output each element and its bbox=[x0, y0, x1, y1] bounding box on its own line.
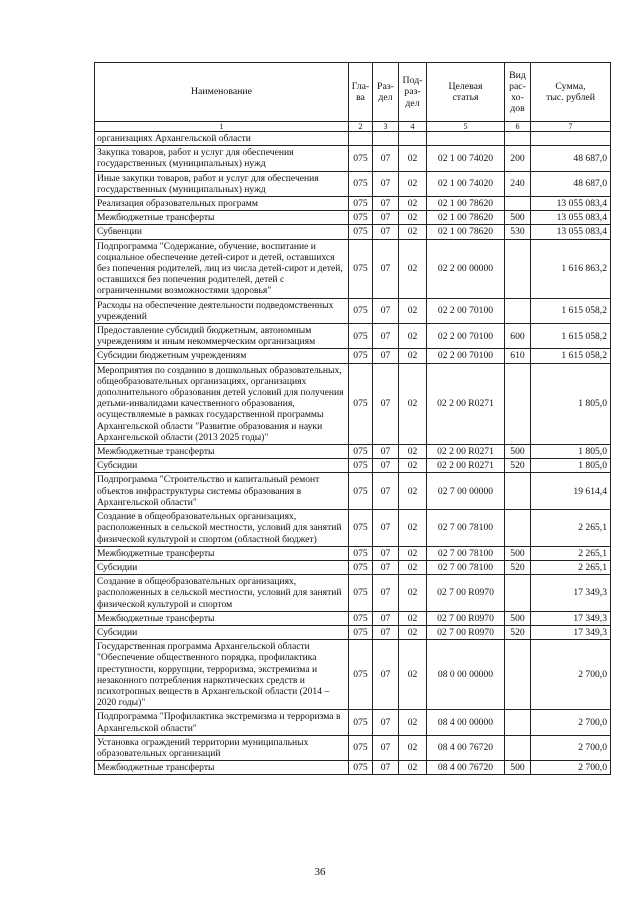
row-target: 02 7 00 R0970 bbox=[427, 611, 505, 625]
header-amount: Сумма, тыс. рублей bbox=[531, 63, 611, 122]
row-subsection: 02 bbox=[399, 735, 427, 760]
row-section: 07 bbox=[373, 459, 399, 473]
row-chapter: 075 bbox=[349, 349, 373, 363]
row-exptype: 500 bbox=[505, 445, 531, 459]
header-subsection: Под- раз- дел bbox=[399, 63, 427, 122]
row-section: 07 bbox=[373, 710, 399, 735]
table-row bbox=[95, 349, 611, 363]
row-amount: 1 805,0 bbox=[531, 445, 611, 459]
row-exptype: 600 bbox=[505, 324, 531, 349]
row-subsection: 02 bbox=[399, 197, 427, 211]
row-amount: 2 700,0 bbox=[531, 640, 611, 710]
row-target: 08 0 00 00000 bbox=[427, 640, 505, 710]
row-chapter: 075 bbox=[349, 211, 373, 225]
row-amount: 17 349,3 bbox=[531, 625, 611, 639]
header-chapter: Гла- ва bbox=[349, 63, 373, 122]
row-target: 08 4 00 76720 bbox=[427, 735, 505, 760]
row-exptype bbox=[505, 710, 531, 735]
row-section: 07 bbox=[373, 510, 399, 547]
row-target: 02 7 00 78100 bbox=[427, 560, 505, 574]
row-target: 02 2 00 R0271 bbox=[427, 445, 505, 459]
row-name: Субсидии bbox=[95, 625, 349, 639]
row-target: 02 1 00 78620 bbox=[427, 225, 505, 239]
row-section: 07 bbox=[373, 211, 399, 225]
row-chapter: 075 bbox=[349, 560, 373, 574]
table-row bbox=[95, 546, 611, 560]
row-chapter: 075 bbox=[349, 611, 373, 625]
row-subsection: 02 bbox=[399, 761, 427, 775]
table-row bbox=[95, 239, 611, 298]
table-row bbox=[95, 735, 611, 760]
row-amount: 1 615 058,2 bbox=[531, 324, 611, 349]
row-subsection: 02 bbox=[399, 710, 427, 735]
row-subsection: 02 bbox=[399, 211, 427, 225]
row-amount: 17 349,3 bbox=[531, 575, 611, 612]
row-section: 07 bbox=[373, 761, 399, 775]
row-section: 07 bbox=[373, 146, 399, 171]
row-subsection: 02 bbox=[399, 625, 427, 639]
row-name: организациях Архангельской области bbox=[95, 132, 349, 146]
table-row bbox=[95, 324, 611, 349]
row-chapter: 075 bbox=[349, 575, 373, 612]
page-number: 36 bbox=[314, 866, 326, 878]
table-header-row bbox=[95, 63, 611, 122]
row-chapter bbox=[349, 132, 373, 146]
row-section: 07 bbox=[373, 735, 399, 760]
row-target: 02 2 00 R0271 bbox=[427, 459, 505, 473]
row-amount: 19 614,4 bbox=[531, 473, 611, 510]
row-exptype: 500 bbox=[505, 546, 531, 560]
row-section: 07 bbox=[373, 298, 399, 323]
row-subsection bbox=[399, 132, 427, 146]
row-amount: 13 055 083,4 bbox=[531, 197, 611, 211]
row-amount: 13 055 083,4 bbox=[531, 225, 611, 239]
row-subsection: 02 bbox=[399, 324, 427, 349]
row-chapter: 075 bbox=[349, 625, 373, 639]
table-row bbox=[95, 445, 611, 459]
row-target: 02 2 00 70100 bbox=[427, 298, 505, 323]
row-amount: 2 700,0 bbox=[531, 761, 611, 775]
row-target: 02 1 00 78620 bbox=[427, 197, 505, 211]
row-amount: 48 687,0 bbox=[531, 146, 611, 171]
row-subsection: 02 bbox=[399, 225, 427, 239]
row-section: 07 bbox=[373, 611, 399, 625]
column-number: 4 bbox=[399, 122, 427, 132]
row-subsection: 02 bbox=[399, 363, 427, 444]
row-section: 07 bbox=[373, 349, 399, 363]
row-section: 07 bbox=[373, 640, 399, 710]
row-chapter: 075 bbox=[349, 363, 373, 444]
row-subsection: 02 bbox=[399, 171, 427, 196]
column-number-row bbox=[95, 122, 611, 132]
header-target: Целевая статья bbox=[427, 63, 505, 122]
row-name: Государственная программа Архангельской области "Обеспечение общественного порядка, профилактика преступности, коррупции, терроризма, экстремизма и незаконного потребления наркотических средств и психотропных веществ в Архангельской области (2014 – 2020 годы)" bbox=[95, 640, 349, 710]
row-name: Межбюджетные трансферты bbox=[95, 445, 349, 459]
row-target: 02 2 00 R0271 bbox=[427, 363, 505, 444]
table-row bbox=[95, 197, 611, 211]
row-chapter: 075 bbox=[349, 640, 373, 710]
row-exptype bbox=[505, 473, 531, 510]
row-chapter: 075 bbox=[349, 225, 373, 239]
row-chapter: 075 bbox=[349, 459, 373, 473]
row-exptype bbox=[505, 298, 531, 323]
row-target: 08 4 00 00000 bbox=[427, 710, 505, 735]
row-section bbox=[373, 132, 399, 146]
table-row bbox=[95, 575, 611, 612]
table-row bbox=[95, 761, 611, 775]
row-exptype bbox=[505, 132, 531, 146]
row-target: 02 7 00 00000 bbox=[427, 473, 505, 510]
budget-table bbox=[94, 62, 611, 775]
row-name: Межбюджетные трансферты bbox=[95, 611, 349, 625]
row-name: Межбюджетные трансферты bbox=[95, 761, 349, 775]
row-exptype: 500 bbox=[505, 611, 531, 625]
row-subsection: 02 bbox=[399, 239, 427, 298]
row-exptype: 530 bbox=[505, 225, 531, 239]
row-subsection: 02 bbox=[399, 611, 427, 625]
table-row bbox=[95, 132, 611, 146]
row-exptype bbox=[505, 363, 531, 444]
row-amount: 1 805,0 bbox=[531, 459, 611, 473]
row-exptype: 610 bbox=[505, 349, 531, 363]
row-chapter: 075 bbox=[349, 710, 373, 735]
row-name: Подпрограмма "Строительство и капитальный ремонт объектов инфраструктуры системы образования в Архангельской области" bbox=[95, 473, 349, 510]
row-exptype: 240 bbox=[505, 171, 531, 196]
column-number: 5 bbox=[427, 122, 505, 132]
row-name: Субсидии бюджетным учреждениям bbox=[95, 349, 349, 363]
row-name: Установка ограждений территории муниципальных образовательных организаций bbox=[95, 735, 349, 760]
row-exptype: 500 bbox=[505, 211, 531, 225]
table-row bbox=[95, 211, 611, 225]
table-row bbox=[95, 225, 611, 239]
header-exptype: Вид рас- хо- дов bbox=[505, 63, 531, 122]
row-exptype: 520 bbox=[505, 560, 531, 574]
row-chapter: 075 bbox=[349, 146, 373, 171]
row-subsection: 02 bbox=[399, 510, 427, 547]
row-name: Межбюджетные трансферты bbox=[95, 546, 349, 560]
row-amount: 1 616 863,2 bbox=[531, 239, 611, 298]
row-subsection: 02 bbox=[399, 349, 427, 363]
header-section: Раз- дел bbox=[373, 63, 399, 122]
row-chapter: 075 bbox=[349, 546, 373, 560]
row-amount: 2 265,1 bbox=[531, 510, 611, 547]
row-target: 02 1 00 74020 bbox=[427, 171, 505, 196]
row-section: 07 bbox=[373, 225, 399, 239]
column-number: 1 bbox=[95, 122, 349, 132]
row-chapter: 075 bbox=[349, 510, 373, 547]
table-row bbox=[95, 710, 611, 735]
row-amount: 2 265,1 bbox=[531, 560, 611, 574]
row-amount: 1 805,0 bbox=[531, 363, 611, 444]
row-subsection: 02 bbox=[399, 459, 427, 473]
row-chapter: 075 bbox=[349, 473, 373, 510]
row-subsection: 02 bbox=[399, 546, 427, 560]
row-section: 07 bbox=[373, 575, 399, 612]
row-section: 07 bbox=[373, 363, 399, 444]
row-amount: 1 615 058,2 bbox=[531, 298, 611, 323]
row-amount: 1 615 058,2 bbox=[531, 349, 611, 363]
row-chapter: 075 bbox=[349, 171, 373, 196]
column-number: 6 bbox=[505, 122, 531, 132]
table-row bbox=[95, 640, 611, 710]
row-target: 02 7 00 78100 bbox=[427, 510, 505, 547]
row-exptype bbox=[505, 510, 531, 547]
row-name: Создание в общеобразовательных организациях, расположенных в сельской местности, условий для занятий физической культурой и спортом (областной бюджет) bbox=[95, 510, 349, 547]
row-name: Подпрограмма "Содержание, обучение, воспитание и социальное обеспечение детей-сирот и детей, оставшихся без попечения родителей, лиц из числа детей-сирот и детей, оставшихся без попечения родителей, детей с ограниченными возможностями здоровья" bbox=[95, 239, 349, 298]
row-subsection: 02 bbox=[399, 445, 427, 459]
row-name: Субсидии bbox=[95, 560, 349, 574]
row-target: 02 2 00 70100 bbox=[427, 349, 505, 363]
row-name: Закупка товаров, работ и услуг для обеспечения государственных (муниципальных) нужд bbox=[95, 146, 349, 171]
column-number: 3 bbox=[373, 122, 399, 132]
row-target: 02 2 00 00000 bbox=[427, 239, 505, 298]
table-row bbox=[95, 363, 611, 444]
row-amount: 2 265,1 bbox=[531, 546, 611, 560]
row-exptype bbox=[505, 575, 531, 612]
row-exptype bbox=[505, 239, 531, 298]
row-chapter: 075 bbox=[349, 324, 373, 349]
row-chapter: 075 bbox=[349, 239, 373, 298]
row-subsection: 02 bbox=[399, 640, 427, 710]
row-section: 07 bbox=[373, 560, 399, 574]
row-section: 07 bbox=[373, 625, 399, 639]
row-section: 07 bbox=[373, 171, 399, 196]
row-exptype: 520 bbox=[505, 459, 531, 473]
row-subsection: 02 bbox=[399, 560, 427, 574]
column-number: 7 bbox=[531, 122, 611, 132]
row-target: 02 7 00 R0970 bbox=[427, 575, 505, 612]
row-name: Иные закупки товаров, работ и услуг для обеспечения государственных (муниципальных) нужд bbox=[95, 171, 349, 196]
row-target: 02 1 00 74020 bbox=[427, 146, 505, 171]
row-exptype: 500 bbox=[505, 761, 531, 775]
row-exptype bbox=[505, 640, 531, 710]
row-exptype: 520 bbox=[505, 625, 531, 639]
row-exptype bbox=[505, 197, 531, 211]
row-amount: 48 687,0 bbox=[531, 171, 611, 196]
row-name: Межбюджетные трансферты bbox=[95, 211, 349, 225]
row-name: Субсидии bbox=[95, 459, 349, 473]
row-target: 02 2 00 70100 bbox=[427, 324, 505, 349]
row-target bbox=[427, 132, 505, 146]
table-row bbox=[95, 625, 611, 639]
row-name: Создание в общеобразовательных организациях, расположенных в сельской местности, условий для занятий физической культурой и спортом bbox=[95, 575, 349, 612]
row-subsection: 02 bbox=[399, 146, 427, 171]
row-amount bbox=[531, 132, 611, 146]
row-chapter: 075 bbox=[349, 298, 373, 323]
table-row bbox=[95, 459, 611, 473]
row-target: 02 7 00 R0970 bbox=[427, 625, 505, 639]
row-target: 02 7 00 78100 bbox=[427, 546, 505, 560]
row-chapter: 075 bbox=[349, 735, 373, 760]
row-section: 07 bbox=[373, 546, 399, 560]
header-name: Наименование bbox=[95, 63, 349, 122]
row-section: 07 bbox=[373, 239, 399, 298]
table-row bbox=[95, 560, 611, 574]
table-row bbox=[95, 473, 611, 510]
row-subsection: 02 bbox=[399, 298, 427, 323]
row-name: Подпрограмма "Профилактика экстремизма и терроризма в Архангельской области" bbox=[95, 710, 349, 735]
row-name: Предоставление субсидий бюджетным, автономным учреждениям и иным некоммерческим организациям bbox=[95, 324, 349, 349]
table-row bbox=[95, 146, 611, 171]
row-amount: 17 349,3 bbox=[531, 611, 611, 625]
row-amount: 13 055 083,4 bbox=[531, 211, 611, 225]
budget-table-page bbox=[94, 62, 610, 775]
row-target: 08 4 00 76720 bbox=[427, 761, 505, 775]
table-row bbox=[95, 510, 611, 547]
row-section: 07 bbox=[373, 197, 399, 211]
table-row bbox=[95, 298, 611, 323]
row-subsection: 02 bbox=[399, 473, 427, 510]
row-section: 07 bbox=[373, 324, 399, 349]
row-name: Субвенции bbox=[95, 225, 349, 239]
row-name: Расходы на обеспечение деятельности подведомственных учреждений bbox=[95, 298, 349, 323]
row-name: Реализация образовательных программ bbox=[95, 197, 349, 211]
table-row bbox=[95, 171, 611, 196]
row-exptype bbox=[505, 735, 531, 760]
row-chapter: 075 bbox=[349, 445, 373, 459]
row-chapter: 075 bbox=[349, 197, 373, 211]
row-section: 07 bbox=[373, 445, 399, 459]
row-name: Мероприятия по созданию в дошкольных образовательных, общеобразовательных организациях, организациях дополнительного образования детей условий для получения детьми-инвалидами качественного образования, осуществляемые в рамках государственной программы Архангельской области "Развитие образования и науки Архангельской области (2013 2025 годы)" bbox=[95, 363, 349, 444]
row-amount: 2 700,0 bbox=[531, 710, 611, 735]
row-exptype: 200 bbox=[505, 146, 531, 171]
row-section: 07 bbox=[373, 473, 399, 510]
row-chapter: 075 bbox=[349, 761, 373, 775]
row-amount: 2 700,0 bbox=[531, 735, 611, 760]
row-subsection: 02 bbox=[399, 575, 427, 612]
table-row bbox=[95, 611, 611, 625]
column-number: 2 bbox=[349, 122, 373, 132]
row-target: 02 1 00 78620 bbox=[427, 211, 505, 225]
